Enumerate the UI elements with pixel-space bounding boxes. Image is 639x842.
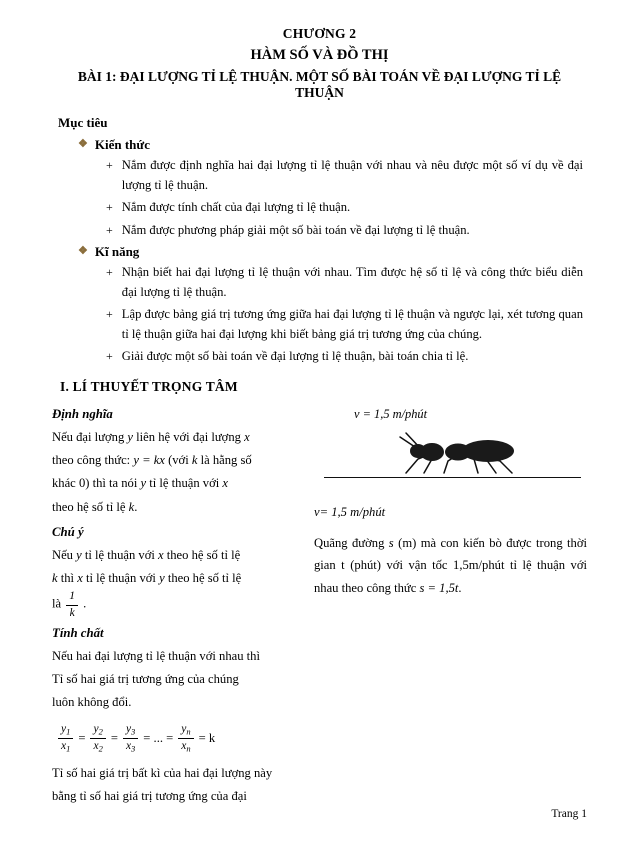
def-l1b: liên hệ với đại lượng (136, 429, 241, 444)
def-l1a: Nếu đại lượng (52, 429, 125, 444)
def-zero: 0 (78, 476, 86, 491)
objective-group-heading (78, 244, 587, 260)
note-l1b: tỉ lệ thuận với (84, 547, 155, 562)
ratio-equals-k: = k (198, 730, 216, 745)
note-l1a: Nếu (52, 547, 73, 562)
plus-bullet-icon: + (106, 265, 113, 280)
note-l1c: theo hệ số tỉ lệ (166, 547, 241, 562)
objective-group-heading (78, 137, 587, 153)
page-footer: Trang 1 (551, 808, 587, 820)
def-l3a: khác (52, 476, 76, 491)
ratio-term-1 (58, 723, 73, 754)
def-var-y2: y (140, 476, 147, 491)
two-column-body (52, 401, 587, 809)
objective-group-label: Kiến thức (94, 137, 150, 152)
ratio-num: $y_3$ (123, 723, 138, 739)
note-heading: Chú ý (52, 524, 84, 539)
note-l3b: . (83, 597, 87, 612)
prop-l4: Tỉ số hai giá trị bất kì của hai đại lượng này (52, 766, 273, 781)
note-var-y2: y (159, 571, 165, 586)
fraction-denominator: k (69, 606, 75, 619)
objectives-heading: Mục tiêu (58, 115, 108, 130)
ratio-den: $x_n$ (181, 739, 191, 754)
note-var-x2: x (77, 571, 83, 586)
list-item (106, 221, 587, 241)
property-body (52, 645, 296, 715)
note-l2c: theo hệ số tỉ lệ (167, 571, 242, 586)
objective-group-label: Kĩ năng (94, 244, 140, 260)
ratio-den: $x_3$ (125, 739, 136, 754)
property-heading: Tính chất (52, 625, 104, 640)
note-var-x: x (158, 547, 164, 562)
ground-line (324, 477, 581, 478)
right-column (314, 401, 587, 809)
diamond-bullet-icon: ❖ (78, 245, 88, 258)
chapter-title: HÀM SỐ VÀ ĐỒ THỊ (250, 47, 389, 63)
prop-l5: bằng tỉ số hai giá trị tương ứng của đại (52, 789, 247, 804)
ratio-num: $y_n$ (178, 723, 193, 739)
figure-caption-bottom (314, 505, 587, 520)
def-var-x2: x (222, 476, 228, 491)
def-l2b: (với (168, 452, 189, 467)
objective-text: Giải được một số bài toán về đại lượng tỉ lệ thuận, bài toán chia tỉ lệ. (121, 349, 469, 364)
left-column (52, 401, 296, 809)
ex-l1a: Quãng đường (314, 535, 385, 550)
section-heading: I. LÍ THUYẾT TRỌNG TÂM (60, 378, 238, 394)
ex-formula: s = 1,5t (419, 580, 459, 595)
equals-sign: = (78, 730, 86, 745)
def-var-x: x (244, 429, 250, 444)
fraction-numerator: 1 (66, 590, 78, 605)
def-var-k2: k (128, 499, 135, 514)
property-body-2 (52, 762, 296, 809)
ratio-num: $y_2$ (90, 723, 105, 739)
def-l3b: ) thì ta nói (85, 476, 138, 491)
ratio-den: $x_2$ (93, 739, 103, 754)
velocity-symbol: v (314, 504, 320, 519)
note-l3a: là (52, 597, 62, 612)
plus-bullet-icon: + (106, 222, 113, 237)
note-l2a: thì (60, 571, 75, 586)
ratio-term-3 (123, 723, 138, 754)
ant-figure (314, 407, 587, 499)
ex-l2: (phút) với vận tốc 1,5m/phút tỉ lệ thuận với nhau theo công (314, 558, 587, 595)
def-l2a: theo công thức: (52, 452, 131, 467)
def-var-y: y (127, 429, 133, 444)
def-var-k: k (191, 452, 198, 467)
note-body (52, 544, 296, 620)
ratio-term-2 (90, 723, 105, 754)
list-item (106, 347, 587, 367)
velocity-value: = 1,5 m/phút (319, 504, 386, 519)
def-l3c: tỉ lệ thuận với (149, 476, 220, 491)
example-body (314, 532, 587, 600)
def-l4a: theo hệ số tỉ lệ (52, 499, 126, 514)
title-block (52, 26, 587, 101)
list-item (106, 198, 587, 218)
lesson-title: BÀI 1: ĐẠI LƯỢNG TỈ LỆ THUẬN. MỘT SỐ BÀI TOÁN VỀ ĐẠI LƯỢNG TỈ LỆ THUẬN (77, 69, 562, 100)
objective-text: Nắm được tính chất của đại lượng tỉ lệ thuận. (121, 200, 351, 215)
prop-l1: Nếu hai đại lượng tỉ lệ thuận với nhau thì (52, 648, 260, 663)
chapter-label: CHƯƠNG 2 (282, 26, 357, 41)
list-item (106, 156, 587, 195)
ratio-formula (56, 723, 296, 754)
ratio-num: $y_1$ (58, 723, 73, 739)
ratio-term-n (178, 723, 193, 754)
ex-l3a: thức (394, 580, 417, 595)
def-l2c: là hằng số (200, 452, 252, 467)
objective-text: Nắm được phương pháp giải một số bài toán về đại lượng tỉ lệ thuận. (121, 222, 470, 237)
plus-bullet-icon: + (106, 349, 113, 364)
definition-body (52, 426, 296, 519)
diamond-bullet-icon: ❖ (78, 138, 88, 150)
plus-bullet-icon: + (106, 307, 113, 322)
objective-text: Nhận biết hai đại lượng tỉ lệ thuận với nhau. Tìm được hệ số tỉ lệ và công thức biểu diễn đại lượng tỉ lệ thuận. (121, 265, 583, 299)
def-l4b: . (134, 499, 138, 514)
ellipsis-equals: = ... = (143, 730, 174, 745)
objective-text: Lập được bảng giá trị tương ứng giữa hai đại lượng tỉ lệ thuận và ngược lại, xét tương quan tỉ lệ thuận giữa hai đại lượng khi biết bảng giá trị tương ứng của chúng. (121, 307, 583, 341)
list-item (106, 263, 587, 302)
note-l2b: tỉ lệ thuận với (85, 571, 156, 586)
plus-bullet-icon: + (106, 200, 113, 215)
def-formula: y = kx (133, 452, 165, 467)
prop-l3: luôn không đổi. (52, 695, 132, 710)
equals-sign: = (110, 730, 118, 745)
figure-caption-top: v = 1,5 m/phút (354, 406, 428, 421)
plus-bullet-icon: + (106, 158, 113, 172)
ant-illustration-icon (366, 429, 556, 481)
ex-var-s: s (388, 535, 394, 550)
note-var-y: y (76, 547, 82, 562)
definition-heading: Định nghĩa (52, 406, 113, 421)
ex-l1b: (m) mà con kiến bò được trong thời gian t (314, 535, 587, 573)
fraction-one-over-k (66, 590, 78, 619)
note-var-k: k (52, 571, 58, 586)
prop-l2: Tỉ số hai giá trị tương ứng của chúng (52, 672, 239, 687)
list-item (106, 305, 587, 344)
ratio-den: $x_1$ (61, 739, 71, 754)
objective-text: Nắm được định nghĩa hai đại lượng tỉ lệ thuận với nhau và nêu được một số ví dụ về đại lượng tỉ lệ thuận. (121, 158, 583, 192)
ex-l3b: . (458, 580, 462, 595)
